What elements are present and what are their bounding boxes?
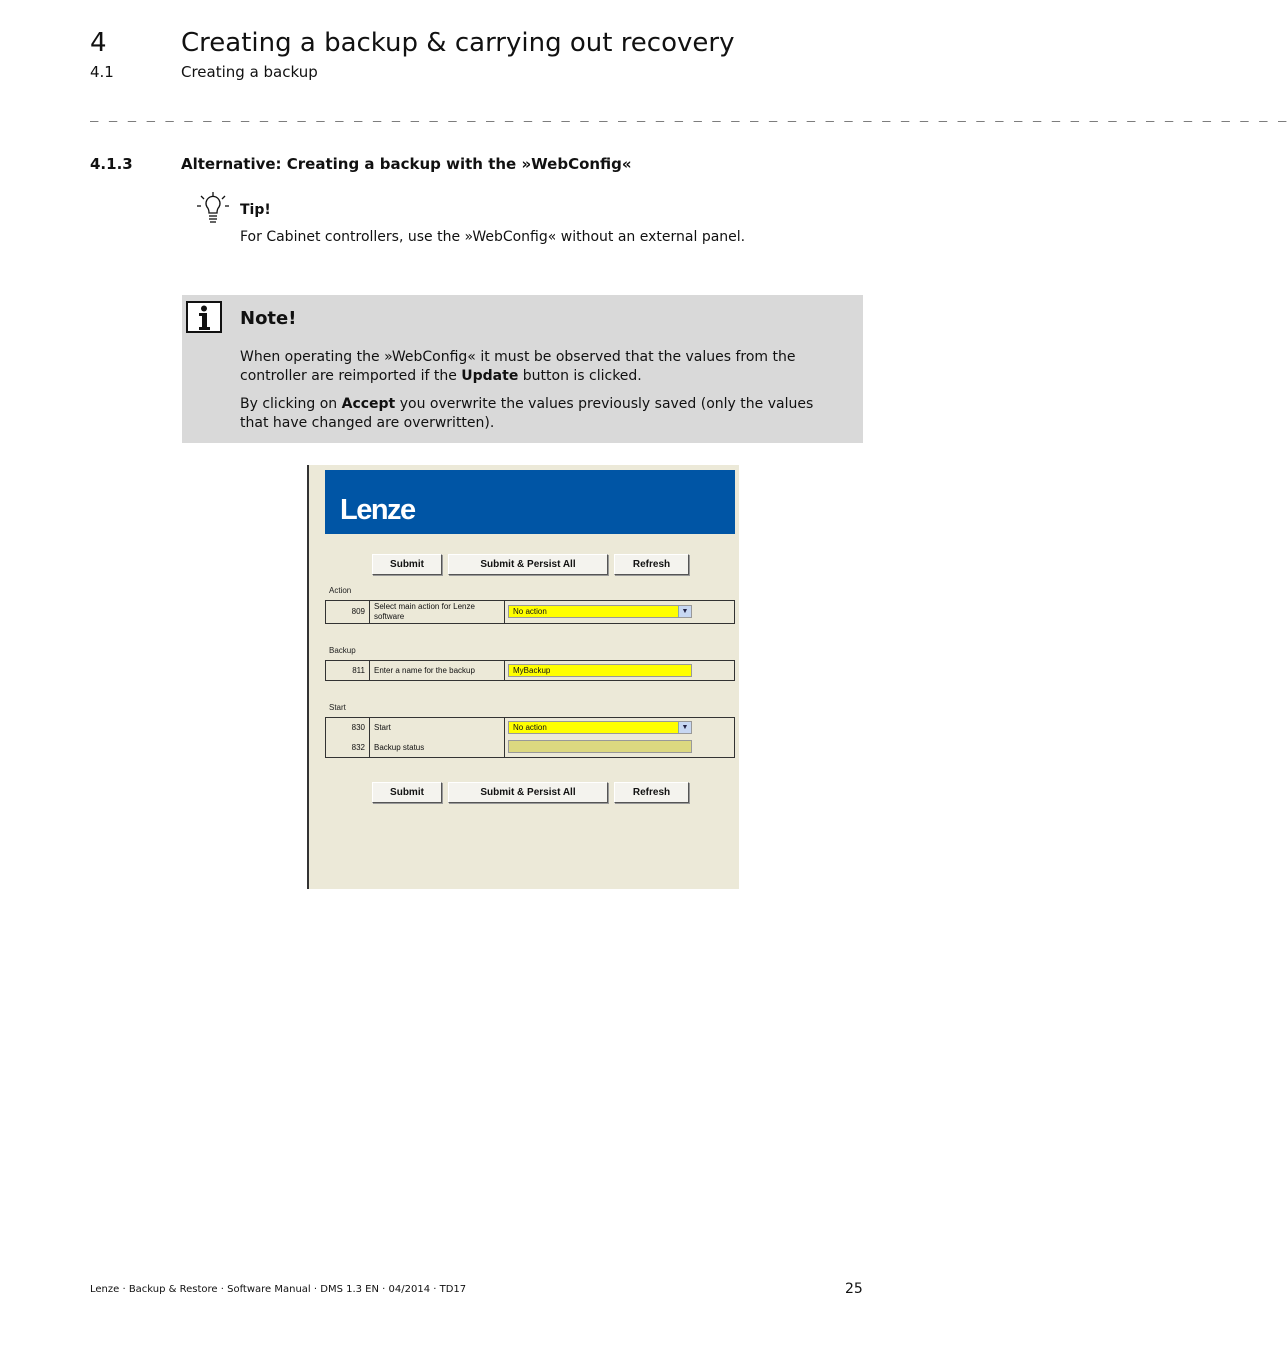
group-label-backup: Backup — [329, 646, 356, 655]
info-icon — [186, 301, 222, 333]
page-number: 25 — [845, 1281, 863, 1297]
footer-text: Lenze · Backup & Restore · Software Manual · DMS 1.3 EN · 04/2014 · TD17 — [90, 1284, 467, 1295]
note-paragraph-1: When operating the »WebConfig« it must be observed that the values from the controller are reimported if the Update button is clicked. — [240, 349, 796, 384]
note-paragraph-2: By clicking on Accept you overwrite the values previously saved (only the values that have changed are overwritten). — [240, 396, 814, 431]
parameter-code: 830 — [326, 718, 370, 738]
lenze-banner — [325, 470, 735, 534]
refresh-button-top[interactable]: Refresh — [614, 554, 689, 575]
note-box — [182, 295, 863, 443]
parameter-description: Start — [370, 718, 505, 738]
backup-status-field — [508, 740, 692, 753]
group-label-start: Start — [329, 703, 346, 712]
section-number: 4.1 — [90, 63, 114, 81]
lenze-logo: Lenze — [340, 494, 415, 526]
chapter-number: 4 — [90, 28, 107, 58]
table-row — [325, 600, 735, 624]
subsection-number: 4.1.3 — [90, 155, 133, 173]
group-label-action: Action — [329, 586, 352, 595]
chevron-down-icon: ▼ — [678, 606, 691, 617]
chevron-down-icon: ▼ — [678, 722, 691, 733]
table-row — [325, 738, 735, 758]
tip-label: Tip! — [240, 202, 271, 218]
parameter-code: 811 — [326, 661, 370, 680]
backup-name-input[interactable]: MyBackup — [508, 664, 692, 677]
submit-persist-all-button-top[interactable]: Submit & Persist All — [448, 554, 608, 575]
section-title: Creating a backup — [181, 63, 318, 81]
accept-keyword: Accept — [341, 396, 396, 412]
chapter-title: Creating a backup & carrying out recovery — [181, 28, 735, 58]
parameter-description: Backup status — [370, 738, 505, 757]
table-row — [325, 660, 735, 681]
start-select[interactable]: No action ▼ — [508, 721, 692, 734]
action-select[interactable]: No action ▼ — [508, 605, 692, 618]
parameter-code: 832 — [326, 738, 370, 757]
submit-button-top[interactable]: Submit — [372, 554, 442, 575]
tip-text: For Cabinet controllers, use the »WebConfig« without an external panel. — [240, 229, 746, 245]
submit-persist-all-button-bottom[interactable]: Submit & Persist All — [448, 782, 608, 803]
refresh-button-bottom[interactable]: Refresh — [614, 782, 689, 803]
parameter-description: Select main action for Lenze software — [370, 601, 505, 623]
lightbulb-icon — [195, 192, 231, 226]
submit-button-bottom[interactable]: Submit — [372, 782, 442, 803]
note-title: Note! — [240, 308, 297, 329]
parameter-code: 809 — [326, 601, 370, 623]
header-separator: _ _ _ _ _ _ _ _ _ _ _ _ _ _ _ _ _ _ _ _ _ _ _ _ _ _ _ _ _ _ _ _ _ _ _ _ _ _ _ _ _ _ _ _ _ _ _ _ _ _ _ _ _ _ _ _ _ _ _ _ _ _ _ _ — [90, 106, 1287, 122]
table-row — [325, 717, 735, 739]
subsection-title: Alternative: Creating a backup with the »WebConfig« — [181, 155, 632, 173]
update-keyword: Update — [461, 368, 519, 384]
parameter-description: Enter a name for the backup — [370, 661, 505, 680]
webconfig-screenshot — [307, 465, 739, 889]
